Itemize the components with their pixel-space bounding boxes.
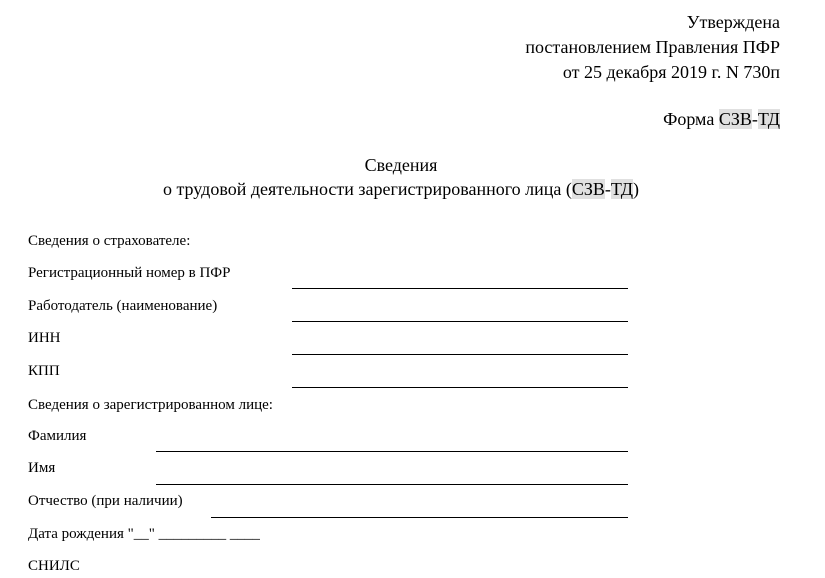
inn-label: ИНН — [28, 330, 61, 346]
approval-line-2: постановлением Правления ПФР — [525, 37, 780, 57]
subtitle-close: ) — [633, 179, 640, 199]
reg-number-field[interactable] — [292, 288, 628, 289]
form-code-a: СЗВ — [718, 109, 752, 129]
surname-field[interactable] — [156, 451, 628, 452]
subtitle-code-dash: - — [604, 179, 611, 199]
approval-line-1: Утверждена — [686, 12, 780, 32]
person-heading: Сведения о зарегистрированном лице: — [28, 397, 273, 413]
name-label: Имя — [28, 460, 56, 476]
form-label — [663, 107, 780, 132]
patronymic-field[interactable] — [211, 517, 628, 518]
birth-date-label: Дата рождения "__" _________ ____ — [28, 526, 260, 542]
subtitle-text: о трудовой деятельности зарегистрированного лица ( — [162, 179, 572, 199]
name-field[interactable] — [156, 484, 628, 485]
kpp-field[interactable] — [292, 387, 628, 388]
form-code-dash: - — [751, 109, 758, 129]
surname-label: Фамилия — [28, 428, 87, 444]
document-title: Сведения — [364, 155, 438, 175]
employer-label: Работодатель (наименование) — [28, 298, 218, 314]
inn-field[interactable] — [292, 354, 628, 355]
employer-field[interactable] — [292, 321, 628, 322]
kpp-label: КПП — [28, 363, 60, 379]
form-label-prefix: Форма — [663, 109, 719, 129]
subtitle-code-b: ТД — [610, 179, 634, 199]
insurer-heading: Сведения о страхователе: — [28, 233, 191, 249]
snils-label: СНИЛС — [28, 558, 80, 574]
subtitle-code-a: СЗВ — [571, 179, 605, 199]
form-code-b: ТД — [757, 109, 780, 129]
approval-block — [525, 10, 780, 85]
approval-line-3: от 25 декабря 2019 г. N 730п — [562, 62, 780, 82]
document-subtitle — [0, 177, 802, 202]
reg-number-label: Регистрационный номер в ПФР — [28, 265, 231, 281]
patronymic-label: Отчество (при наличии) — [28, 493, 183, 509]
